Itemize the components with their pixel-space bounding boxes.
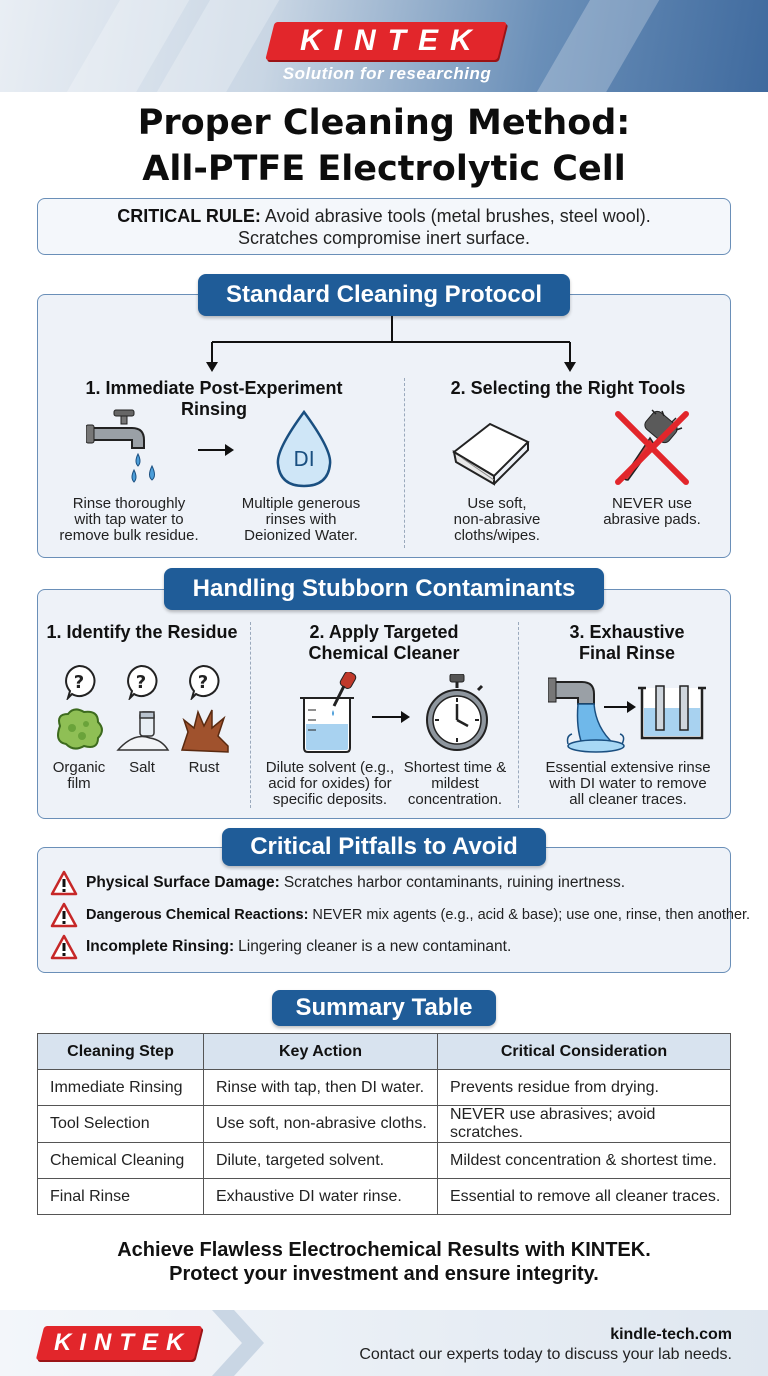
salt-pile-icon — [116, 710, 170, 754]
standard-protocol-heading: Standard Cleaning Protocol — [198, 274, 570, 316]
header-stripe — [514, 0, 666, 92]
cleaner-arrow — [372, 716, 408, 718]
caption-line: Dilute solvent (e.g., — [265, 759, 395, 776]
critical-rule-label: CRITICAL RULE: — [117, 206, 261, 226]
column-header: Critical Consideration — [438, 1034, 731, 1070]
cta-line1: Achieve Flawless Electrochemical Results with KINTEK. — [117, 1239, 651, 1261]
caption-line: with tap water to — [74, 511, 184, 528]
stubborn-col3-caption — [534, 760, 722, 808]
stubborn-col2-caption-a — [262, 760, 398, 808]
caption-line: remove bulk residue. — [59, 527, 199, 544]
table-cell: Rinse with tap, then DI water. — [204, 1070, 438, 1106]
caption-line: cloths/wipes. — [454, 527, 540, 544]
question-bubble-icon — [62, 664, 96, 700]
caption-line: specific deposits. — [272, 791, 388, 808]
organic-film-icon — [52, 706, 106, 752]
table-cell: Immediate Rinsing — [38, 1070, 204, 1106]
protocol-step1-title: 1. Immediate Post-Experiment Rinsing — [85, 378, 343, 419]
critical-rule-box — [37, 198, 731, 255]
summary-table — [37, 1033, 731, 1215]
page-title — [0, 100, 768, 192]
chevron-right-icon — [212, 1310, 272, 1376]
caption-line: Rinse thoroughly — [72, 495, 186, 512]
protocol-step1-caption-b — [228, 496, 374, 544]
title-line: 3. Exhaustive — [569, 622, 685, 642]
label-line: Organic — [52, 759, 106, 776]
table-cell: Mildest concentration & shortest time. — [438, 1143, 731, 1179]
pipe-water-icon — [548, 670, 628, 754]
pitfall-item — [50, 934, 511, 960]
caption-line: with DI water to remove — [549, 775, 707, 792]
critical-rule-text-1: Avoid abrasive tools (metal brushes, steel wool). — [264, 206, 651, 226]
label-line: film — [67, 775, 91, 792]
summary-heading: Summary Table — [272, 990, 496, 1026]
stubborn-col1-title: 1. Identify the Residue — [46, 622, 238, 642]
residue-label-salt: Salt — [129, 759, 155, 776]
stubborn-col3-title — [530, 622, 724, 664]
brand-logo-text: KINTEK — [300, 24, 484, 57]
pitfall-text: Lingering cleaner is a new contaminant. — [238, 938, 512, 955]
caption-line: non-abrasive — [453, 511, 541, 528]
footer — [0, 1310, 768, 1376]
header-banner — [0, 0, 768, 92]
warning-icon — [50, 902, 78, 928]
footer-brand-text: KINTEK — [54, 1329, 192, 1356]
protocol-step2-caption-a — [430, 496, 564, 544]
faucet-icon — [86, 408, 166, 488]
footer-brand-logo[interactable] — [36, 1326, 202, 1360]
brand-logo[interactable] — [265, 22, 506, 60]
protocol-step2-title: 2. Selecting the Right Tools — [450, 378, 686, 398]
warning-icon — [50, 870, 78, 896]
caption-line: all cleaner traces. — [569, 791, 687, 808]
pitfall-label: Incomplete Rinsing: — [86, 938, 235, 955]
call-to-action — [0, 1238, 768, 1286]
pitfall-label: Dangerous Chemical Reactions: — [86, 907, 309, 923]
beaker-dropper-icon — [298, 672, 370, 756]
table-row — [38, 1179, 731, 1215]
rust-icon — [178, 706, 232, 754]
title-line: 2. Apply Targeted — [309, 622, 459, 642]
caption-line: Multiple generous — [241, 495, 361, 512]
caption-line: mildest — [431, 775, 479, 792]
table-cell: Tool Selection — [38, 1106, 204, 1143]
rinse-tank-icon — [638, 678, 706, 744]
stopwatch-icon — [424, 674, 490, 754]
table-row — [38, 1106, 731, 1143]
pitfall-item — [50, 902, 750, 928]
pitfall-text: Scratches harbor contaminants, ruining inertness. — [283, 874, 626, 891]
svg-text:?: ? — [73, 672, 85, 693]
stubborn-heading: Handling Stubborn Contaminants — [164, 568, 604, 610]
residue-label-organic — [44, 760, 114, 792]
brand-tagline: Solution for researching — [282, 64, 492, 83]
caption-line: rinses with — [265, 511, 337, 528]
residue-label-rust: Rust — [188, 759, 220, 776]
final-rinse-arrow — [604, 706, 634, 708]
protocol-step2-caption-b — [590, 496, 714, 528]
table-cell: Essential to remove all cleaner traces. — [438, 1179, 731, 1215]
pitfall-label: Physical Surface Damage: — [86, 874, 280, 891]
critical-rule-text-2: Scratches compromise inert surface. — [237, 228, 531, 248]
table-header-row — [38, 1034, 731, 1070]
soft-cloth-icon — [448, 414, 532, 486]
stubborn-col2-caption-b — [400, 760, 510, 808]
pitfall-text: NEVER mix agents (e.g., acid & base); use one, rinse, then another. — [312, 907, 751, 923]
pitfall-item — [50, 870, 625, 896]
table-cell: Final Rinse — [38, 1179, 204, 1215]
page-title-line2: All-PTFE Electrolytic Cell — [142, 149, 626, 189]
table-row — [38, 1070, 731, 1106]
caption-line: Use soft, — [467, 495, 527, 512]
cta-line2: Protect your investment and ensure integrity. — [169, 1263, 599, 1285]
caption-line: acid for oxides) for — [268, 775, 392, 792]
protocol-branch-arrows — [200, 316, 590, 374]
question-bubble-icon — [124, 664, 158, 700]
column-header: Cleaning Step — [38, 1034, 204, 1070]
table-row — [38, 1143, 731, 1179]
table-cell: Dilute, targeted solvent. — [204, 1143, 438, 1179]
di-label: DI — [293, 447, 315, 471]
table-cell: NEVER use abrasives; avoid scratches. — [438, 1106, 731, 1143]
caption-line: Shortest time & — [403, 759, 507, 776]
title-line: Chemical Cleaner — [308, 643, 460, 663]
title-line: Final Rinse — [578, 643, 676, 663]
footer-website-link[interactable]: kindle-tech.com — [610, 1326, 732, 1343]
pitfalls-heading: Critical Pitfalls to Avoid — [222, 828, 546, 866]
stubborn-divider-2 — [518, 622, 519, 808]
svg-text:?: ? — [197, 672, 209, 693]
protocol-divider — [404, 378, 405, 548]
stubborn-divider-1 — [250, 622, 251, 808]
caption-line: NEVER use — [611, 495, 693, 512]
warning-icon — [50, 934, 78, 960]
table-cell: Chemical Cleaning — [38, 1143, 204, 1179]
caption-line: concentration. — [407, 791, 503, 808]
caption-line: Essential extensive rinse — [545, 759, 711, 776]
question-bubble-icon — [186, 664, 220, 700]
footer-contact-text: Contact our experts today to discuss your lab needs. — [359, 1346, 732, 1363]
di-water-drop-icon — [272, 410, 336, 490]
column-header: Key Action — [204, 1034, 438, 1070]
table-cell: Use soft, non-abrasive cloths. — [204, 1106, 438, 1143]
abrasive-brush-crossed-icon — [612, 408, 692, 488]
page-title-line1: Proper Cleaning Method: — [137, 103, 631, 143]
table-cell: Exhaustive DI water rinse. — [204, 1179, 438, 1215]
caption-line: abrasive pads. — [603, 511, 701, 528]
stubborn-col2-title — [262, 622, 506, 664]
caption-line: Deionized Water. — [244, 527, 358, 544]
rinse-arrow — [198, 449, 232, 451]
protocol-step1-caption-a — [52, 496, 206, 544]
svg-text:?: ? — [135, 672, 147, 693]
table-cell: Prevents residue from drying. — [438, 1070, 731, 1106]
